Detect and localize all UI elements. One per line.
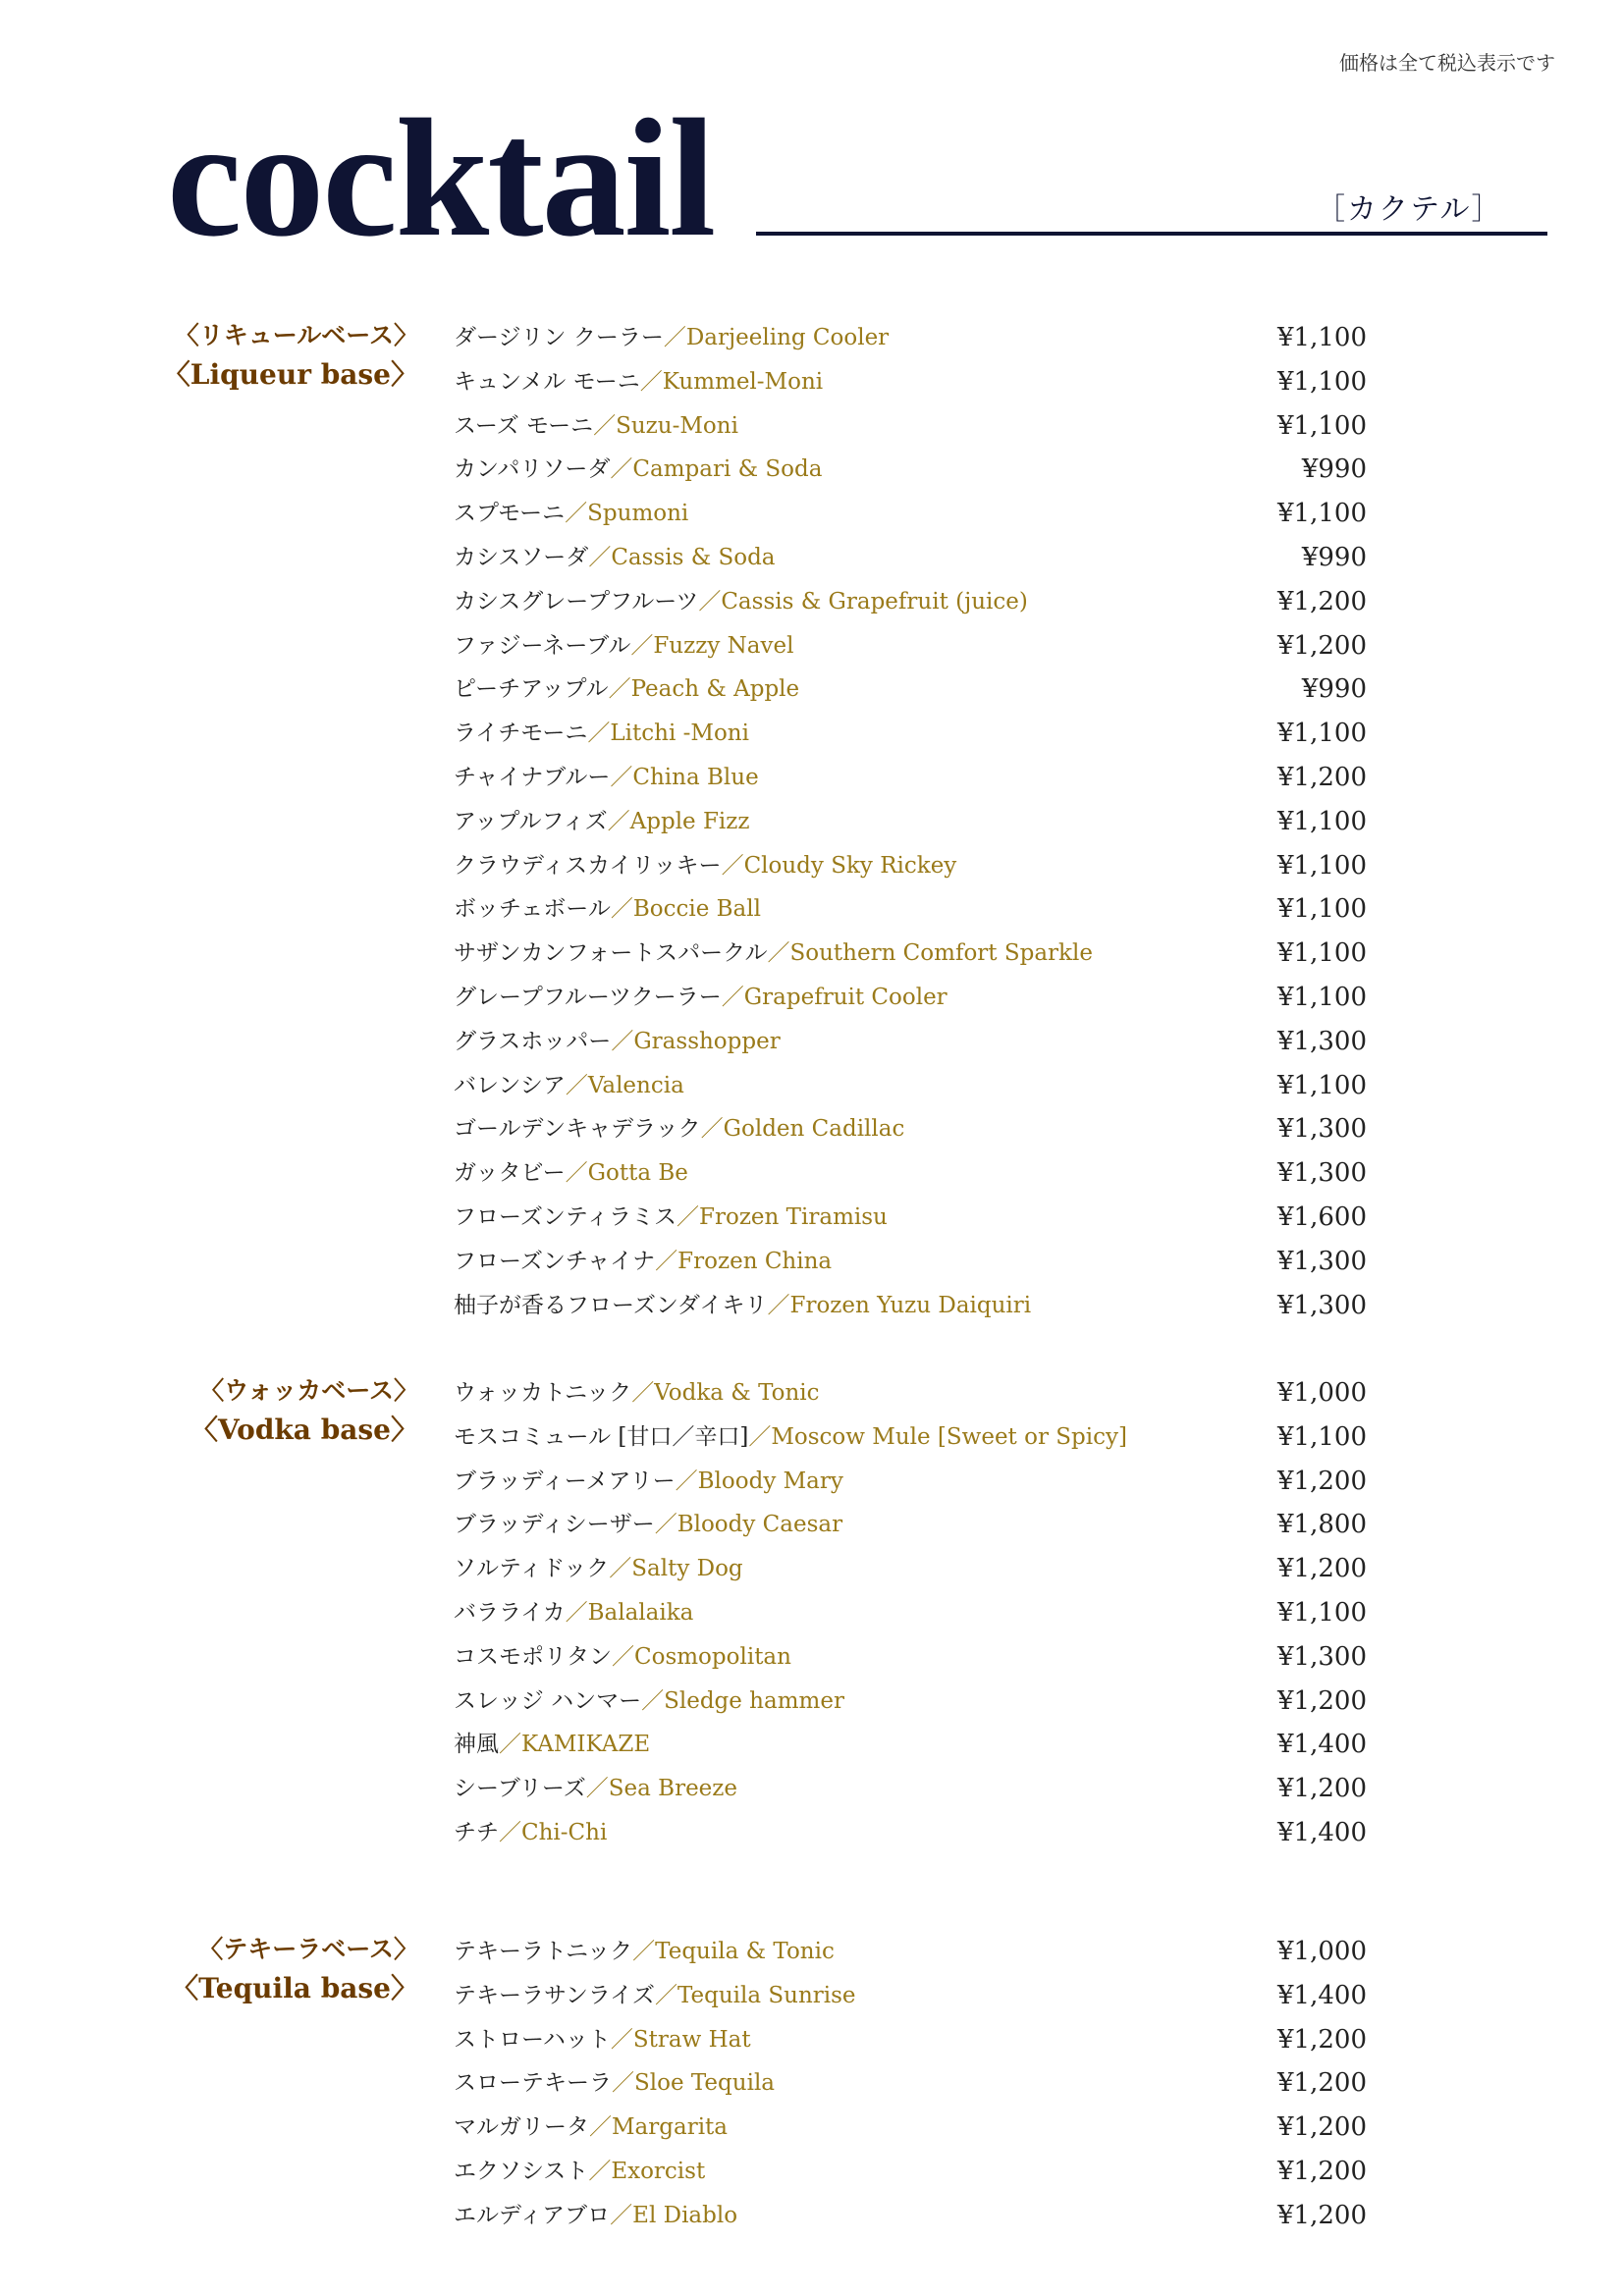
item-price: ¥1,100: [1277, 850, 1367, 881]
item-name-en: Bloody Caesar: [677, 1512, 843, 1538]
section-label: [163, 316, 418, 395]
menu-item: [454, 932, 1367, 976]
item-price: ¥1,300: [1277, 1290, 1367, 1320]
slash-separator: ／: [593, 412, 617, 439]
item-name-en: Moscow Mule [Sweet or Spicy]: [771, 1423, 1127, 1450]
page-title: cocktail: [167, 85, 715, 272]
section-label-jp: 〈ウォッカベース〉: [199, 1376, 418, 1405]
slash-separator: ／: [608, 676, 631, 703]
menu-item: [454, 1974, 1367, 2018]
menu-item: [454, 1284, 1367, 1328]
slash-separator: ／: [721, 852, 744, 879]
item-name-jp: スーズ モーニ: [454, 412, 594, 439]
menu-item: [454, 1107, 1367, 1151]
item-name-jp: スローテキーラ: [454, 2070, 612, 2097]
slash-separator: ／: [610, 764, 633, 790]
item-name-en: Valencia: [587, 1072, 684, 1098]
menu-item: [454, 1635, 1367, 1680]
slash-separator: ／: [610, 456, 633, 483]
slash-separator: ／: [767, 940, 790, 967]
item-price: ¥1,800: [1277, 1510, 1367, 1540]
item-name-en: Bloody Mary: [697, 1468, 843, 1494]
item-price: ¥1,200: [1277, 2156, 1367, 2186]
item-name-en: Chi-Chi: [521, 1819, 608, 1845]
item-name-en: Frozen Yuzu Daiquiri: [789, 1292, 1032, 1318]
section-label: [190, 1371, 418, 1450]
item-name-jp: ブラッディーメアリー: [454, 1468, 676, 1494]
item-name-jp: グレープフルーツクーラー: [454, 984, 722, 1010]
slash-separator: ／: [612, 2070, 634, 2097]
item-name-jp: ウォッカトニック: [454, 1380, 632, 1406]
slash-separator: ／: [677, 1203, 700, 1230]
menu-item: [454, 492, 1367, 536]
slash-separator: ／: [748, 1423, 772, 1450]
menu-item: [454, 624, 1367, 668]
item-price: ¥1,200: [1277, 2024, 1367, 2055]
slash-separator: ／: [588, 544, 612, 570]
menu-item: [454, 404, 1367, 449]
item-name-jp: エルディアブロ: [454, 2202, 611, 2228]
item-price: ¥1,200: [1277, 1774, 1367, 1804]
menu-item: [454, 1371, 1367, 1415]
menu-item: [454, 2018, 1367, 2062]
item-name-en: Straw Hat: [632, 2026, 751, 2053]
slash-separator: ／: [587, 721, 611, 747]
slash-separator: ／: [565, 1072, 588, 1098]
section-label-en: 〈Liqueur base〉: [162, 358, 418, 391]
item-price: ¥1,200: [1277, 2068, 1367, 2099]
item-name-jp: ボッチェボール: [454, 896, 611, 923]
section-label-en: 〈Vodka base〉: [190, 1414, 418, 1446]
item-name-jp: ソルティドック: [454, 1556, 610, 1582]
slash-separator: ／: [655, 1248, 678, 1274]
item-name-jp: サザンカンフォートスパークル: [454, 940, 768, 967]
item-name-jp: カンパリソーダ: [454, 456, 611, 483]
menu-item: [454, 1723, 1367, 1767]
menu-item: [454, 2061, 1367, 2106]
item-price: ¥1,200: [1277, 2112, 1367, 2143]
item-name-en: Golden Cadillac: [723, 1116, 905, 1143]
slash-separator: ／: [499, 1732, 521, 1758]
item-name-en: Frozen Tiramisu: [699, 1203, 888, 1230]
item-name-en: Kummel-Moni: [662, 368, 824, 395]
item-name-en: Boccie Ball: [632, 896, 761, 923]
item-price: ¥1,300: [1277, 1641, 1367, 1672]
item-price: ¥1,300: [1277, 1246, 1367, 1276]
menu-item: [454, 1930, 1367, 1974]
item-name-jp: ライチモーニ: [454, 721, 588, 747]
menu-item: [454, 1767, 1367, 1811]
menu-item: [454, 756, 1367, 800]
item-price: ¥1,100: [1277, 1070, 1367, 1100]
item-price: ¥1,100: [1277, 323, 1367, 352]
section-label: [171, 1930, 418, 2008]
item-name-en: Grasshopper: [633, 1028, 781, 1054]
item-name-en: Cloudy Sky Rickey: [743, 852, 957, 879]
item-price: ¥1,400: [1277, 1980, 1367, 2010]
item-name-jp: 神風: [454, 1732, 499, 1758]
item-name-jp: チャイナブルー: [454, 764, 611, 790]
item-price: ¥1,300: [1277, 1158, 1367, 1189]
menu-item: [454, 1591, 1367, 1635]
item-name-en: Fuzzy Navel: [653, 632, 794, 659]
title-divider: [756, 232, 1547, 236]
item-name-en: Tequila & Tonic: [655, 1939, 835, 1964]
menu-list: [454, 1371, 1367, 1855]
menu-list: [454, 1930, 1367, 2238]
menu-item: [454, 316, 1367, 360]
slash-separator: ／: [721, 984, 744, 1010]
item-price: ¥1,400: [1277, 1730, 1367, 1760]
item-name-jp: カシスソーダ: [454, 544, 589, 570]
slash-separator: ／: [639, 368, 663, 395]
item-name-jp: スレッジ ハンマー: [454, 1687, 642, 1714]
item-price: ¥1,000: [1277, 1378, 1367, 1408]
item-name-en: Sledge hammer: [664, 1687, 844, 1714]
item-name-en: Peach & Apple: [630, 676, 800, 703]
menu-item: [454, 1020, 1367, 1064]
item-name-en: Exorcist: [611, 2158, 706, 2184]
item-price: ¥1,000: [1277, 1937, 1367, 1966]
menu-item: [454, 2106, 1367, 2150]
item-name-en: Cosmopolitan: [634, 1643, 791, 1670]
item-name-jp: ガッタビー: [454, 1160, 566, 1187]
item-price: ¥1,100: [1277, 938, 1367, 969]
slash-separator: ／: [612, 1643, 634, 1670]
item-name-jp: グラスホッパー: [454, 1028, 612, 1054]
menu-item: [454, 2150, 1367, 2194]
section-label-jp: 〈テキーラベース〉: [198, 1935, 418, 1963]
slash-separator: ／: [610, 896, 633, 923]
item-name-jp: モスコミュール [甘口／辛口]: [454, 1423, 749, 1450]
item-price: ¥1,100: [1277, 366, 1367, 397]
item-name-en: Gotta Be: [587, 1160, 688, 1187]
menu-item: [454, 1811, 1367, 1855]
menu-item: [454, 1460, 1367, 1504]
item-name-en: Salty Dog: [631, 1556, 743, 1582]
slash-separator: ／: [610, 2202, 633, 2228]
item-name-jp: 柚子が香るフローズンダイキリ: [454, 1292, 768, 1318]
item-price: ¥1,100: [1277, 806, 1367, 836]
item-price: ¥1,200: [1277, 630, 1367, 661]
item-name-jp: ファジーネーブル: [454, 632, 631, 659]
menu-item: [454, 1680, 1367, 1724]
item-name-en: Southern Comfort Sparkle: [789, 940, 1093, 967]
slash-separator: ／: [654, 1982, 677, 2008]
menu-item: [454, 1503, 1367, 1547]
menu-item: [454, 887, 1367, 932]
item-name-jp: バレンシア: [454, 1072, 566, 1098]
item-price: ¥1,100: [1277, 982, 1367, 1012]
item-name-en: China Blue: [632, 764, 759, 790]
item-name-en: Litchi -Moni: [610, 721, 749, 747]
slash-separator: ／: [663, 325, 686, 350]
item-name-en: Campari & Soda: [632, 456, 823, 483]
item-price: ¥1,100: [1277, 1597, 1367, 1628]
menu-item: [454, 1151, 1367, 1196]
section-label-jp: 〈リキュールベース〉: [174, 321, 418, 349]
item-price: ¥1,300: [1277, 1026, 1367, 1056]
slash-separator: ／: [585, 1776, 609, 1802]
item-name-en: Spumoni: [587, 501, 689, 527]
item-name-en: Apple Fizz: [629, 808, 750, 834]
item-name-jp: カシスグレープフルーツ: [454, 588, 699, 614]
item-name-en: Sloe Tequila: [634, 2070, 776, 2097]
item-name-jp: エクソシスト: [454, 2158, 589, 2184]
item-price: ¥1,200: [1277, 1466, 1367, 1496]
slash-separator: ／: [588, 2158, 612, 2184]
item-price: ¥1,200: [1277, 762, 1367, 792]
slash-separator: ／: [767, 1292, 790, 1318]
item-price: ¥1,100: [1277, 499, 1367, 529]
slash-separator: ／: [631, 1380, 655, 1406]
slash-separator: ／: [609, 1556, 632, 1582]
slash-separator: ／: [611, 1028, 634, 1054]
menu-item: [454, 580, 1367, 624]
menu-item: [454, 448, 1367, 492]
slash-separator: ／: [654, 1512, 677, 1538]
item-name-en: Grapefruit Cooler: [743, 984, 947, 1010]
menu-item: [454, 712, 1367, 756]
item-name-en: Cassis & Grapefruit (juice): [721, 588, 1028, 614]
tax-note: 価格は全て税込表示です: [1339, 51, 1555, 75]
slash-separator: ／: [700, 1116, 724, 1143]
slash-separator: ／: [630, 632, 654, 659]
item-name-jp: コスモポリタン: [454, 1643, 612, 1670]
item-price: ¥1,200: [1277, 1685, 1367, 1716]
slash-separator: ／: [675, 1468, 698, 1494]
item-name-jp: テキーラトニック: [454, 1939, 633, 1964]
slash-separator: ／: [610, 2026, 633, 2053]
item-price: ¥1,200: [1277, 2200, 1367, 2230]
section-label-en: 〈Tequila base〉: [171, 1972, 418, 2004]
item-name-en: Vodka & Tonic: [654, 1380, 820, 1406]
menu-item: [454, 1064, 1367, 1108]
item-price: ¥990: [1301, 542, 1367, 572]
slash-separator: ／: [607, 808, 630, 834]
item-price: ¥990: [1301, 674, 1367, 705]
slash-separator: ／: [698, 588, 722, 614]
slash-separator: ／: [499, 1819, 521, 1845]
item-name-jp: マルガリータ: [454, 2114, 589, 2141]
slash-separator: ／: [565, 1160, 588, 1187]
menu-item: [454, 2194, 1367, 2238]
item-name-jp: クラウディスカイリッキー: [454, 852, 722, 879]
menu-item: [454, 800, 1367, 844]
item-name-en: Darjeeling Cooler: [685, 325, 890, 350]
item-name-en: Cassis & Soda: [611, 544, 776, 570]
item-price: ¥1,100: [1277, 719, 1367, 749]
item-name-jp: バラライカ: [454, 1599, 566, 1626]
item-name-jp: シーブリーズ: [454, 1776, 586, 1802]
item-price: ¥1,300: [1277, 1114, 1367, 1145]
slash-separator: ／: [641, 1687, 665, 1714]
item-name-en: Balalaika: [587, 1599, 694, 1626]
item-name-jp: フローズンティラミス: [454, 1203, 677, 1230]
menu-item: [454, 1196, 1367, 1240]
menu-item: [454, 360, 1367, 404]
item-name-jp: フローズンチャイナ: [454, 1248, 656, 1274]
item-price: ¥1,100: [1277, 410, 1367, 441]
page-subtitle: ［カクテル］: [1316, 192, 1503, 227]
item-price: ¥990: [1301, 454, 1367, 485]
item-name-jp: テキーラサンライズ: [454, 1982, 655, 2008]
item-name-jp: キュンメル モーニ: [454, 368, 640, 395]
menu-item: [454, 844, 1367, 888]
item-name-jp: チチ: [454, 1819, 499, 1845]
item-name-jp: ブラッディシーザー: [454, 1512, 655, 1538]
menu-item: [454, 667, 1367, 712]
item-name-jp: スプモーニ: [454, 501, 566, 527]
menu-list: [454, 316, 1367, 1327]
menu-item: [454, 1415, 1367, 1460]
item-name-en: Sea Breeze: [608, 1776, 738, 1802]
menu-item: [454, 1240, 1367, 1284]
item-price: ¥1,200: [1277, 586, 1367, 616]
menu-item: [454, 536, 1367, 580]
slash-separator: ／: [632, 1939, 656, 1964]
menu-item: [454, 976, 1367, 1020]
menu-item: [454, 1547, 1367, 1591]
item-name-jp: アップルフィズ: [454, 808, 608, 834]
item-price: ¥1,200: [1277, 1554, 1367, 1584]
item-price: ¥1,600: [1277, 1201, 1367, 1232]
item-price: ¥1,100: [1277, 1421, 1367, 1452]
item-name-jp: ゴールデンキャデラック: [454, 1116, 701, 1143]
item-name-jp: ストローハット: [454, 2026, 611, 2053]
item-price: ¥1,400: [1277, 1817, 1367, 1847]
item-name-en: Frozen China: [677, 1248, 833, 1274]
item-name-en: KAMIKAZE: [521, 1732, 651, 1758]
slash-separator: ／: [565, 1599, 588, 1626]
slash-separator: ／: [589, 2114, 612, 2141]
slash-separator: ／: [565, 501, 588, 527]
item-name-en: Suzu-Moni: [616, 412, 738, 439]
item-name-en: Tequila Sunrise: [677, 1982, 856, 2008]
item-name-jp: ダージリン クーラー: [454, 325, 664, 350]
item-name-en: El Diablo: [632, 2202, 738, 2228]
item-name-en: Margarita: [612, 2114, 728, 2141]
item-name-jp: ピーチアップル: [454, 676, 609, 703]
item-price: ¥1,100: [1277, 894, 1367, 925]
